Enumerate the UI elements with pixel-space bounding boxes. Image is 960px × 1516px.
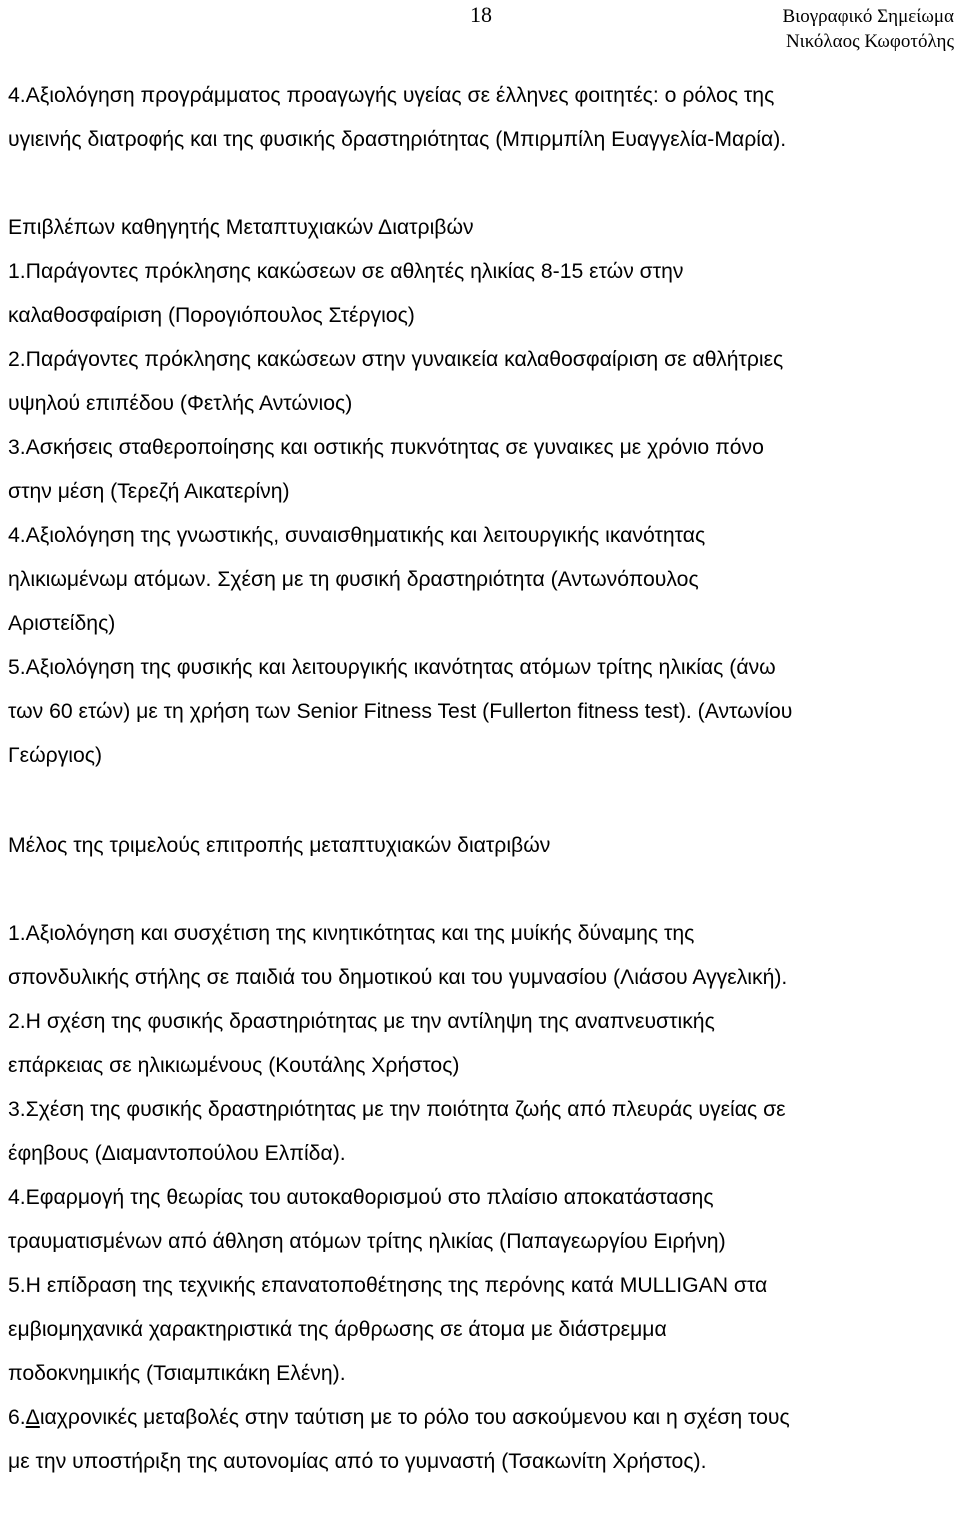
- body-text: [8, 74, 956, 1484]
- item6-underlined-letter: Δ: [25, 1406, 40, 1429]
- text-line: Αριστείδης): [8, 612, 116, 635]
- item6-rest: ιαχρονικές μεταβολές στην ταύτιση με το ρόλο του ασκούμενου και η σχέση τους: [39, 1406, 790, 1429]
- text-line: 2.Η σχέση της φυσικής δραστηριότητας με την αντίληψη της αναπνευστικής: [8, 1010, 715, 1033]
- text-line-item6: [8, 1396, 956, 1440]
- text-line: ποδοκνημικής (Τσιαμπικάκη Ελένη).: [8, 1362, 346, 1385]
- blank-line: [8, 868, 956, 912]
- text-line: των 60 ετών) με τη χρήση των Senior Fitness Test (Fullerton fitness test). (Αντωνίου: [8, 700, 793, 723]
- text-line: Γεώργιος): [8, 744, 103, 767]
- section-heading-supervisor: Επιβλέπων καθηγητής Μεταπτυχιακών Διατριβών: [8, 216, 474, 239]
- text-line: σπονδυλικής στήλης σε παιδιά του δημοτικού και του γυμνασίου (Λιάσου Αγγελική).: [8, 966, 788, 989]
- text-line: έφηβους (Διαμαντοπούλου Ελπίδα).: [8, 1142, 346, 1165]
- header-doc-title: Βιογραφικό Σημείωμα: [782, 6, 954, 27]
- text-line: 3.Ασκήσεις σταθεροποίησης και οστικής πυκνότητας σε γυναικες με χρόνιο πόνο: [8, 436, 764, 459]
- text-line: με την υποστήριξη της αυτονομίας από το γυμναστή (Τσακωνίτη Χρήστος).: [8, 1450, 707, 1473]
- text-line: ηλικιωμένωμ ατόμων. Σχέση με τη φυσική δραστηριότητα (Αντωνόπουλος: [8, 568, 699, 591]
- section-heading-committee: Μέλος της τριμελούς επιτροπής μεταπτυχιακών διατριβών: [8, 834, 551, 857]
- blank-line: [8, 778, 956, 824]
- text-line: εμβιομηχανικά χαρακτηριστικά της άρθρωσης σε άτομα με διάστρεμμα: [8, 1318, 667, 1341]
- text-line: 2.Παράγοντες πρόκλησης κακώσεων στην γυναικεία καλαθοσφαίριση σε αθλήτριες: [8, 348, 784, 371]
- text-line: τραυματισμένων από άθληση ατόμων τρίτης ηλικίας (Παπαγεωργίου Ειρήνη): [8, 1230, 726, 1253]
- page-number: 18: [470, 2, 492, 27]
- text-line: καλαθοσφαίριση (Πορογιόπουλος Στέργιος): [8, 304, 415, 327]
- running-header: [782, 4, 954, 54]
- text-line: 5.Αξιολόγηση της φυσικής και λειτουργικής ικανότητας ατόμων τρίτης ηλικίας (άνω: [8, 656, 776, 679]
- text-line: υγιεινής διατροφής και της φυσικής δραστηριότητας (Μπιρμπίλη Ευαγγελία-Μαρία).: [8, 128, 787, 151]
- text-line: 1.Αξιολόγηση και συσχέτιση της κινητικότητας και της μυίκής δύναμης της: [8, 922, 695, 945]
- text-line: στην μέση (Τερεζή Αικατερίνη): [8, 480, 290, 503]
- text-line: 4.Αξιολόγηση προγράμματος προαγωγής υγείας σε έλληνες φοιτητές: ο ρόλος της: [8, 84, 775, 107]
- text-line: 5.Η επίδραση της τεχνικής επανατοποθέτησης της περόνης κατά MULLIGAN στα: [8, 1274, 768, 1297]
- text-line: 4.Αξιολόγηση της γνωστικής, συναισθηματικής και λειτουργικής ικανότητας: [8, 524, 706, 547]
- text-line: 3.Σχέση της φυσικής δραστηριότητας με την ποιότητα ζωής από πλευράς υγείας σε: [8, 1098, 786, 1121]
- text-line: 1.Παράγοντες πρόκλησης κακώσεων σε αθλητές ηλικίας 8-15 ετών στην: [8, 260, 684, 283]
- text-line: επάρκειας σε ηλικιωμένους (Κουτάλης Χρήστος): [8, 1054, 460, 1077]
- blank-line: [8, 162, 956, 206]
- text-line: 4.Εφαρμογή της θεωρίας του αυτοκαθορισμού στο πλαίσιο αποκατάστασης: [8, 1186, 714, 1209]
- item6-prefix: 6.: [8, 1406, 26, 1429]
- text-line: υψηλού επιπέδου (Φετλής Αντώνιος): [8, 392, 353, 415]
- header-author: Νικόλαος Κωφοτόλης: [785, 31, 954, 52]
